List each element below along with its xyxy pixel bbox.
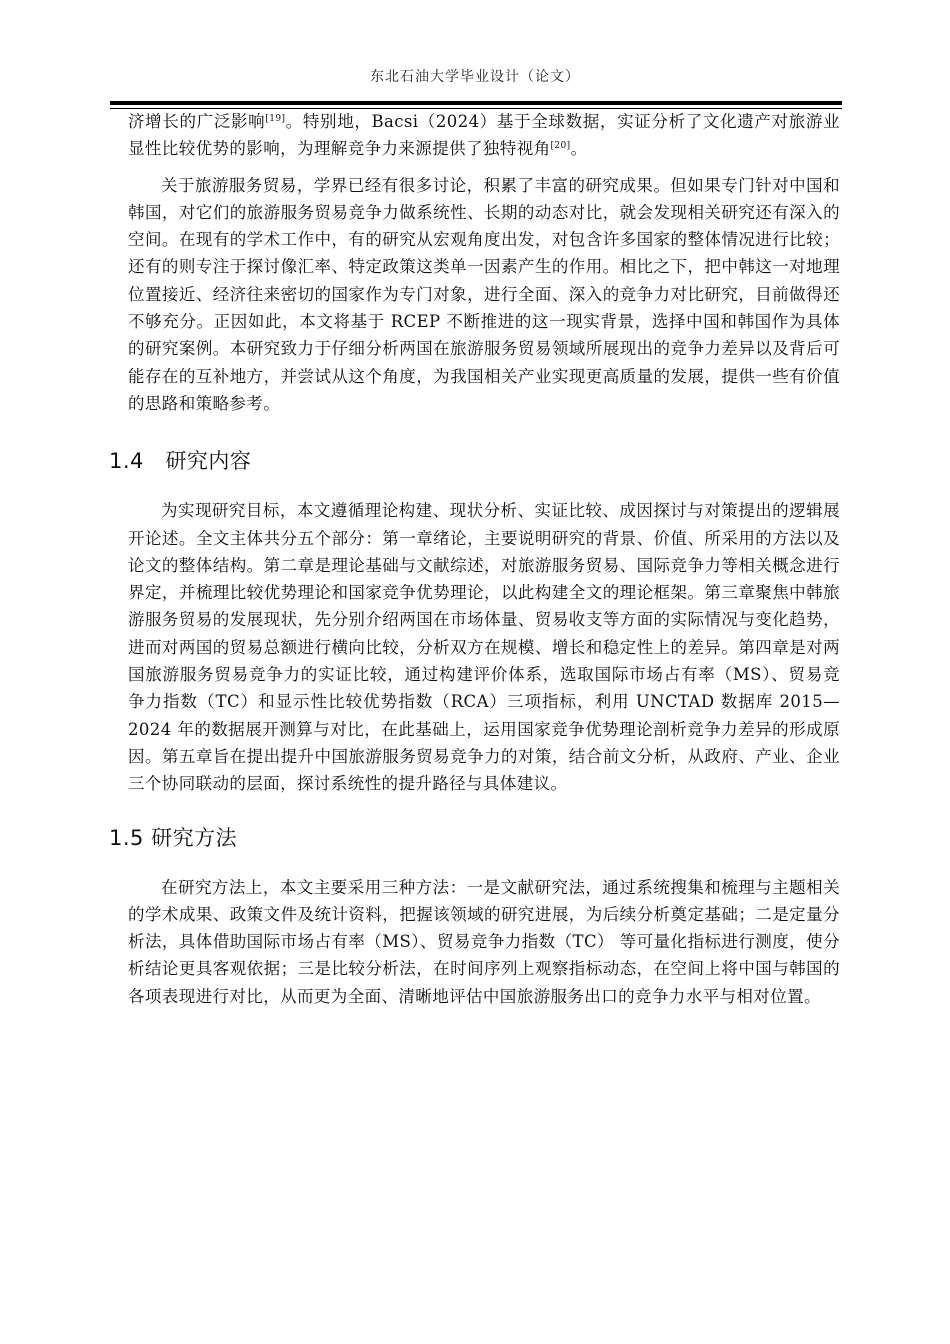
paragraph-research-methods: 在研究方法上，本文主要采用三种方法：一是文献研究法，通过系统搜集和梳理与主题相关的学术成果、政策文件及统计资料，把握该领域的研究进展，为后续分析奠定基础；二是定量分析法，具体借助国际市场占有率（MS）、贸易竞争力指数（TC） 等可量化指标进行测度，使分析结论更具客观依据；三是比较分析法，在时间序列上观察指标动态，在空间上将中国与韩国的各项表现进行对比，从而更为全面、清晰地评估中国旅游服务出口的竞争力水平与相对位置。 bbox=[128, 877, 840, 1006]
paragraph-text: 济增长的广泛影响 bbox=[128, 112, 266, 131]
citation-ref: [20] bbox=[550, 141, 571, 152]
paragraph-research-gap: 关于旅游服务贸易，学界已经有很多讨论，积累了丰富的研究成果。但如果专门针对中国和韩国，对它们的旅游服务贸易竞争力做系统性、长期的动态对比，就会发现相关研究还有深入的空间。在现有的学术工作中，有的研究从宏观角度出发，对包含许多国家的整体情况进行比较；还有的则专注于探讨像汇率、特定政策这类单一因素产生的作用。相比之下，把中韩这一对地理位置接近、经济往来密切的国家作为专门对象，进行全面、深入的竞争力对比研究，目前做得还不够充分。正因如此，本文将基于 RCEP 不断推进的这一现实背景，选择中国和韩国作为具体的研究案例。本研究致力于仔细分析两国在旅游服务贸易领域所展现出的竞争力差异以及背后可能存在的互补地方，并尝试从这个角度，为我国相关产业实现更高质量的发展，提供一些有价值的思路和策略参考。 bbox=[128, 175, 840, 413]
body-content bbox=[109, 108, 841, 1010]
running-header: 东北石油大学毕业设计（论文） bbox=[370, 69, 580, 85]
paragraph-text: 。 bbox=[570, 139, 588, 159]
paragraph-research-content: 为实现研究目标，本文遵循理论构建、现状分析、实证比较、成因探讨与对策提出的逻辑展开论述。全文主体共分五个部分：第一章绪论，主要说明研究的背景、价值、所采用的方法以及论文的整体结构。第二章是理论基础与文献综述，对旅游服务贸易、国际竞争力等相关概念进行界定，并梳理比较优势理论和国家竞争优势理论，以此构建全文的理论框架。第三章聚焦中韩旅游服务贸易的发展现状，先分别介绍两国在市场体量、贸易收支等方面的实际情况与变化趋势，进而对两国的贸易总额进行横向比较，分析双方在规模、增长和稳定性上的差异。第四章是对两国旅游服务贸易竞争力的实证比较，通过构建评价体系，选取国际市场占有率（MS）、贸易竞争力指数（TC）和显示性比较优势指数（RCA）三项指标，利用 UNCTAD 数据库 2015—2024 年的数据展开测算与对比，在此基础上，运用国家竞争优势理论剖析竞争力差异的形成原因。第五章旨在提出提升中国旅游服务贸易竞争力的对策，结合前文分析，从政府、产业、企业三个协同联动的层面，探讨系统性的提升路径与具体建议。 bbox=[128, 501, 840, 794]
section-title: 研究内容 bbox=[165, 449, 252, 474]
section-number: 1.5 bbox=[109, 825, 144, 850]
paragraph-text: 。特别地，Bacsi（2024）基于全球数据，实证分析了文化遗产对旅游业显性比较优势的影响，为理解竞争力来源提供了独特视角 bbox=[128, 112, 841, 159]
section-heading-1-5 bbox=[109, 810, 821, 866]
header-rule-thick bbox=[110, 101, 842, 105]
citation-ref: [19] bbox=[265, 114, 286, 124]
section-number: 1.4 bbox=[109, 449, 144, 474]
paragraph-continued bbox=[128, 108, 840, 163]
section-heading-1-4 bbox=[109, 433, 821, 489]
section-title: 研究方法 bbox=[151, 825, 238, 850]
